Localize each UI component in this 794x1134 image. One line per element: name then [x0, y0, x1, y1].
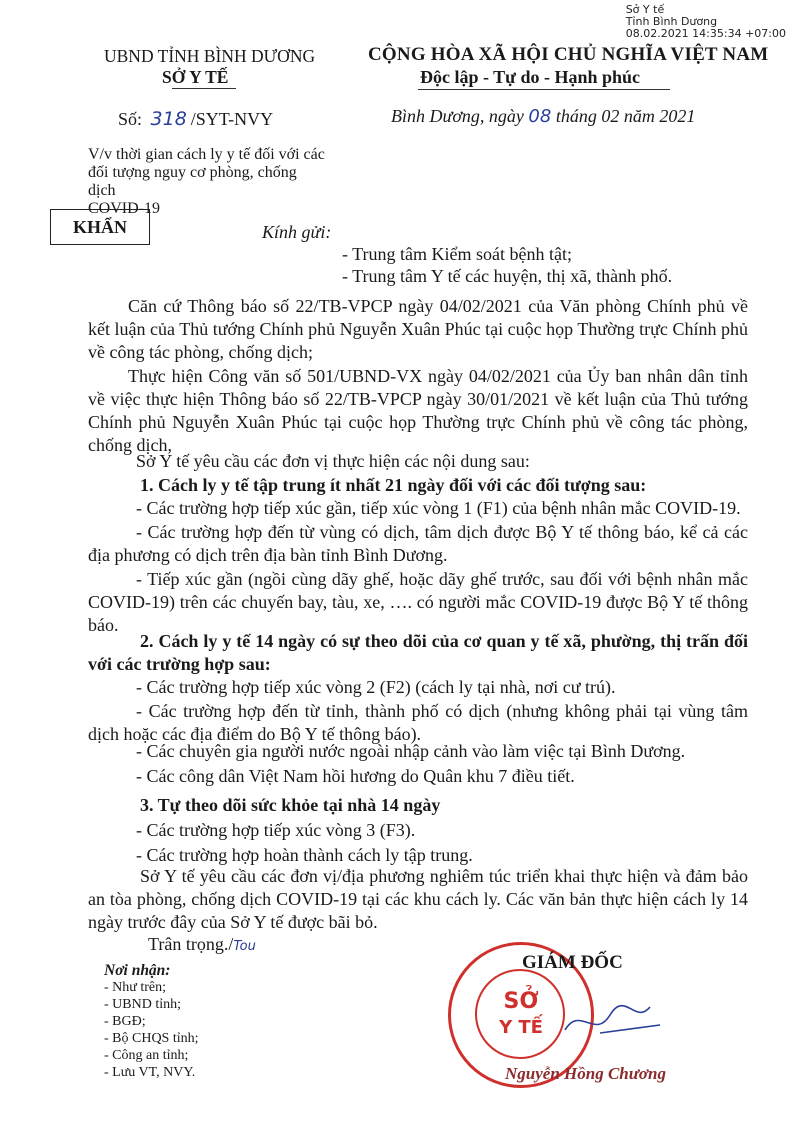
subject-line-2: đối tượng nguy cơ phòng, chống dịch	[88, 164, 297, 199]
stamp-text-bottom: Y TẾ	[499, 1017, 543, 1038]
section-1-item: - Các trường hợp đến từ vùng có dịch, tâm dịch được Bộ Y tế thông báo, kể cả các địa phương có dịch trên địa bàn tỉnh Bình Dương.	[88, 522, 748, 565]
motto-underline	[418, 89, 670, 90]
recipient-item: - Công an tỉnh;	[104, 1048, 189, 1063]
recipient-item: - Lưu VT, NVY.	[104, 1065, 196, 1080]
date-day: 08	[528, 106, 552, 127]
signature-line-1: Sở Y tế	[625, 3, 665, 16]
date-rest: tháng 02 năm 2021	[555, 106, 696, 126]
recipient-item: - UBND tỉnh;	[104, 997, 181, 1012]
urgency-box: KHẨN	[50, 209, 150, 245]
addressee-item: - Trung tâm Y tế các huyện, thị xã, thành phố.	[342, 266, 673, 286]
section-2-item: - Các chuyên gia người nước ngoài nhập cảnh vào làm việc tại Bình Dương.	[136, 741, 686, 761]
section-1-item: - Các trường hợp tiếp xúc gần, tiếp xúc vòng 1 (F1) của bệnh nhân mắc COVID-19.	[136, 498, 741, 518]
section-2-heading: 2. Cách ly y tế 14 ngày có sự theo dõi của cơ quan y tế xã, phường, thị trấn đối với các trường hợp sau:	[88, 631, 748, 674]
section-3-item: - Các trường hợp hoàn thành cách ly tập trung.	[136, 845, 473, 865]
subject-line-3: COVID-19	[88, 200, 160, 217]
stamp-text-top: SỞ	[503, 989, 539, 1014]
nation-title: CỘNG HÒA XÃ HỘI CHỦ NGHĨA VIỆT NAM	[368, 44, 769, 65]
recipient-item: - Bộ CHQS tỉnh;	[104, 1031, 199, 1046]
paragraph-basis: Căn cứ Thông báo số 22/TB-VPCP ngày 04/02/2021 của Văn phòng Chính phủ về kết luận của Thủ tướng Chính phủ Nguyễn Xuân Phúc tại cuộc họp Thường trực Chính phủ về công tác phòng, chống dịch;	[88, 296, 748, 362]
nation-motto: Độc lập - Tự do - Hạnh phúc	[420, 67, 641, 87]
number-prefix: Số:	[118, 109, 143, 129]
subject-line-1: V/v thời gian cách ly y tế đối với các	[88, 146, 325, 163]
signer-name: Nguyễn Hồng Chương	[505, 1064, 667, 1083]
number-value: 318	[150, 108, 187, 130]
section-3-item: - Các trường hợp tiếp xúc vòng 3 (F3).	[136, 820, 416, 840]
org-underline	[172, 88, 236, 89]
digital-signature	[626, 4, 786, 40]
closing	[148, 934, 256, 955]
document-number	[118, 108, 273, 130]
stamp-inner-ring	[475, 969, 565, 1059]
section-2-item: - Các trường hợp tiếp xúc vòng 2 (F2) (cách ly tại nhà, nơi cư trú).	[136, 677, 616, 697]
org-parent: UBND TỈNH BÌNH DƯƠNG	[104, 46, 316, 66]
paragraph-request: Sở Y tế yêu cầu các đơn vị thực hiện các nội dung sau:	[136, 451, 530, 471]
signature-line-3: 08.02.2021 14:35:34 +07:00	[625, 27, 786, 40]
document-subject	[88, 146, 328, 218]
section-3-heading: 3. Tự theo dõi sức khỏe tại nhà 14 ngày	[140, 795, 441, 815]
recipients-label: Nơi nhận:	[104, 962, 171, 979]
org-name: SỞ Y TẾ	[162, 67, 229, 87]
paragraph-conclusion: Sở Y tế yêu cầu các đơn vị/địa phương nghiêm túc triển khai thực hiện và đảm bảo an tòa phòng, chống dịch COVID-19 tại các khu cách ly. Các văn bản thực hiện cách ly 14 ngày trước đây của Sở Y tế được bãi bỏ.	[88, 866, 748, 932]
section-2-item: - Các trường hợp đến từ tỉnh, thành phố có dịch (nhưng không phải tại vùng tâm dịch hoặc các địa điểm do Bộ Y tế thông báo).	[88, 701, 748, 744]
section-2-item: - Các công dân Việt Nam hồi hương do Quân khu 7 điều tiết.	[136, 766, 575, 786]
document-date	[391, 106, 695, 127]
recipient-item: - Như trên;	[104, 980, 167, 995]
addressee-item: - Trung tâm Kiểm soát bệnh tật;	[342, 244, 572, 264]
section-1-heading: 1. Cách ly y tế tập trung ít nhất 21 ngày đối với các đối tượng sau:	[140, 475, 647, 495]
closing-initials: Tou	[233, 939, 256, 954]
addressee-label: Kính gửi:	[262, 222, 332, 242]
recipient-item: - BGĐ;	[104, 1014, 146, 1029]
paragraph-implementation: Thực hiện Công văn số 501/UBND-VX ngày 04/02/2021 của Ủy ban nhân dân tỉnh về việc thực hiện Thông báo số 22/TB-VPCP ngày 30/01/2021 về kết luận của Thủ tướng Chính phủ Nguyễn Xuân Phúc tại cuộc họp Thường trực Chính phủ về công tác phòng, chống dịch,	[88, 366, 748, 455]
date-prefix: Bình Dương, ngày	[391, 106, 524, 126]
signer-title: GIÁM ĐỐC	[522, 952, 623, 973]
signature-line-2: Tỉnh Bình Dương	[625, 15, 718, 28]
closing-text: Trân trọng./	[148, 934, 234, 954]
handwritten-signature	[560, 995, 670, 1045]
number-suffix: /SYT-NVY	[190, 109, 274, 129]
section-1-item: - Tiếp xúc gần (ngồi cùng dãy ghế, hoặc dãy ghế trước, sau đối với bệnh nhân mắc COVID-19) trên các chuyến bay, tàu, xe, …. có người mắc COVID-19 được Bộ Y tế thông báo.	[88, 569, 748, 635]
